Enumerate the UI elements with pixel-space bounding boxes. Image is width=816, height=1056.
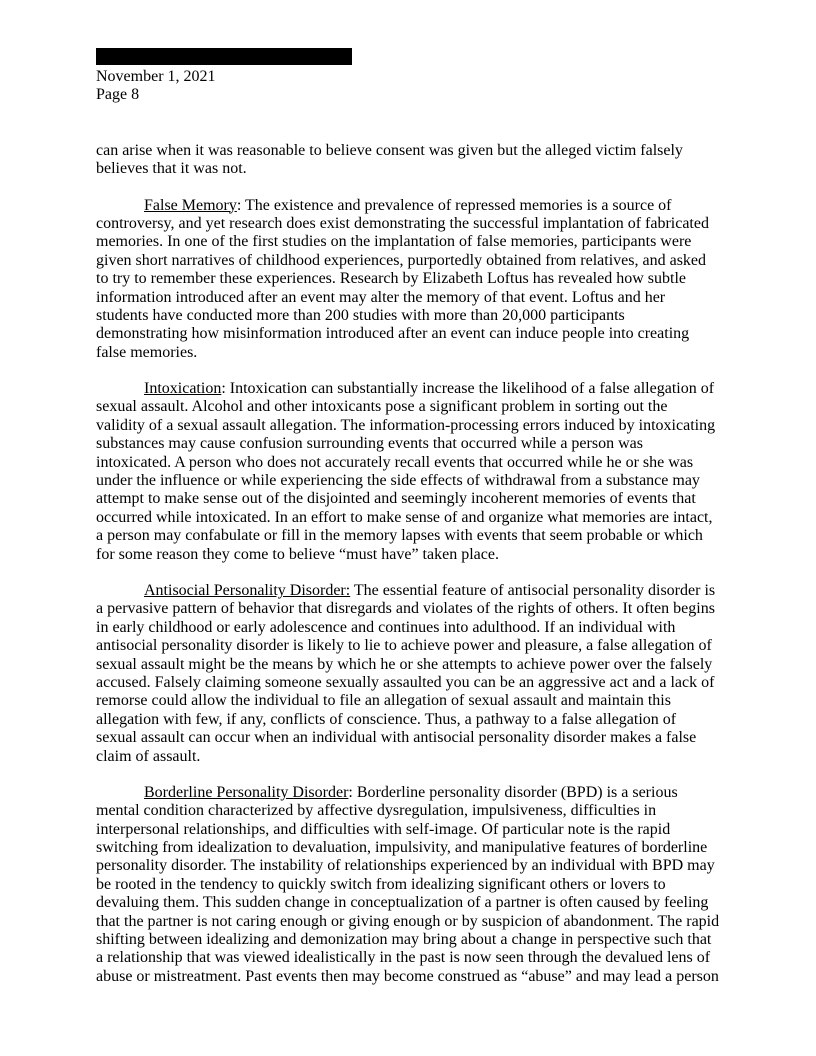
document-body bbox=[96, 142, 720, 986]
paragraph-text: : Intoxication can substantially increase the likelihood of a false allegation of sexual assault. Alcohol and other intoxicants pose a significant problem in sorting out the validity of a sexual assault allegation. The information-processing errors induced by intoxicating substances may cause confusion surrounding events that occurred while a person was intoxicated. A person who does not accurately recall events that occurred while he or she was under the influence or while experiencing the side effects of withdrawal from a substance may attempt to make sense out of the disjointed and seemingly incoherent memories of events that occurred while intoxicated. In an effort to make sense of and organize what memories are intact, a person may confabulate or fill in the memory lapses with events that seem probable or which for some reason they come to believe “must have” taken place. bbox=[96, 380, 716, 563]
paragraph-text: can arise when it was reasonable to believe consent was given but the alleged victim falsely believes that it was not. bbox=[96, 141, 683, 178]
document-date: November 1, 2021 bbox=[96, 68, 216, 85]
paragraph-continuation bbox=[96, 142, 720, 179]
paragraph-text: : Borderline personality disorder (BPD) is a serious mental condition characterized by affective dysregulation, impulsiveness, difficulties in interpersonal relationships, and difficulties with self-image. Of particular note is the rapid switching from idealization to devaluation, impulsivity, and manipulative features of borderline personality disorder. The instability of relationships experienced by an individual with BPD may be rooted in the tendency to quickly switch from idealizing significant others or lovers to devaluing them. This sudden change in conceptualization of a partner is often caused by feeling that the partner is not caring enough or giving enough or by suspicion of abandonment. The rapid shifting between idealizing and demonization may bring about a change in perspective such that a relationship that was viewed idealistically in the past is now seen through the devalued lens of abuse or mistreatment. Past events then may become construed as “abuse” and may lead a person bbox=[96, 783, 720, 985]
paragraph-borderline-personality-disorder bbox=[96, 784, 720, 986]
paragraph-antisocial-personality-disorder bbox=[96, 582, 720, 766]
paragraph-heading: Intoxication bbox=[144, 380, 222, 398]
paragraph-text: : The existence and prevalence of repressed memories is a source of controversy, and yet research does exist demonstrating the successful implantation of fabricated memories. In one of the first studies on the implantation of false memories, participants were given short narratives of childhood experiences, purportedly obtained from relatives, and asked to try to remember these experiences. Research by Elizabeth Loftus has revealed how subtle information introduced after an event may alter the memory of that event. Loftus and her students have conducted more than 200 studies with more than 20,000 participants demonstrating how misinformation introduced after an event can induce people into creating false memories. bbox=[96, 196, 709, 361]
redaction-bar bbox=[96, 48, 352, 65]
paragraph-heading: Borderline Personality Disorder bbox=[144, 783, 349, 801]
paragraph-intoxication bbox=[96, 380, 720, 564]
paragraph-heading: Antisocial Personality Disorder: bbox=[144, 581, 351, 599]
document-header bbox=[96, 48, 720, 105]
paragraph-text: The essential feature of antisocial personality disorder is a pervasive pattern of behavior that disregards and violates of the rights of others. It often begins in early childhood or early adolescence and continues into adulthood. If an individual with antisocial personality disorder is likely to lie to achieve power and pleasure, a false allegation of sexual assault might be the means by which he or she attempts to achieve power over the falsely accused. Falsely claiming someone sexually assaulted you can be an aggressive act and a lack of remorse could allow the individual to file an allegation of sexual assault and maintain this allegation with few, if any, conflicts of conscience. Thus, a pathway to a false allegation of sexual assault can occur when an individual with antisocial personality disorder makes a false claim of assault. bbox=[96, 581, 716, 765]
page-number: Page 8 bbox=[96, 86, 140, 104]
paragraph-false-memory bbox=[96, 197, 720, 363]
paragraph-heading: False Memory bbox=[144, 196, 237, 214]
